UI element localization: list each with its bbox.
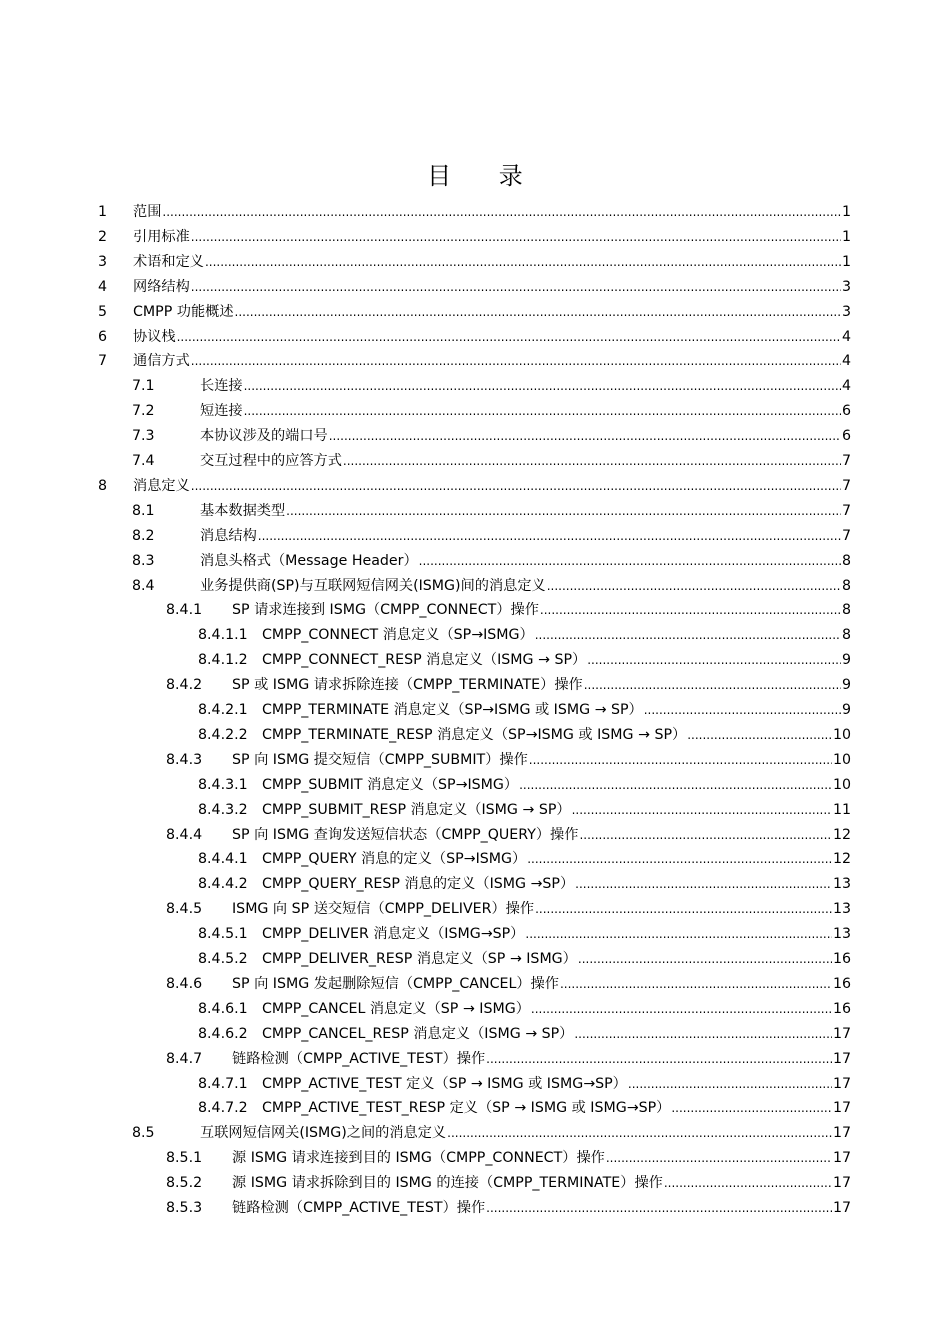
toc-entry[interactable] bbox=[98, 250, 851, 274]
toc-entry-number: 8.5.1 bbox=[166, 1150, 203, 1167]
toc-entry-page-number: 7 bbox=[841, 527, 851, 544]
toc-entry-number: 8.4.4.2 bbox=[198, 876, 248, 893]
toc-entry-page-number: 8 bbox=[841, 602, 851, 619]
toc-entry-label: 协议栈 bbox=[133, 328, 176, 345]
toc-dot-leader bbox=[191, 474, 841, 498]
toc-dot-leader bbox=[486, 1196, 832, 1220]
toc-entry-page-number: 17 bbox=[832, 1075, 851, 1092]
toc-dot-leader bbox=[343, 449, 841, 473]
toc-entry[interactable] bbox=[166, 897, 851, 921]
toc-entry-label: SP 向 ISMG 发起删除短信（CMPP_CANCEL）操作 bbox=[232, 975, 559, 992]
toc-entry-page-number: 6 bbox=[841, 403, 851, 420]
toc-entry[interactable] bbox=[166, 1047, 851, 1071]
toc-entry[interactable] bbox=[98, 225, 851, 249]
toc-entry-label: CMPP_ACTIVE_TEST 定义（SP → ISMG 或 ISMG→SP） bbox=[262, 1075, 627, 1092]
toc-entry-number: 8.4.3.1 bbox=[198, 776, 248, 793]
toc-entry-label: CMPP_SUBMIT 消息定义（SP→ISMG） bbox=[262, 776, 519, 793]
toc-dot-leader bbox=[191, 349, 841, 373]
toc-entry-page-number: 17 bbox=[832, 1025, 851, 1042]
toc-entry-number: 8.4.6.1 bbox=[198, 1000, 248, 1017]
toc-entry-page-number: 7 bbox=[841, 477, 851, 494]
toc-dot-leader bbox=[205, 250, 841, 274]
toc-dot-leader bbox=[628, 1072, 832, 1096]
toc-entry-label: CMPP_TERMINATE_RESP 消息定义（SP→ISMG 或 ISMG → SP） bbox=[262, 726, 687, 743]
toc-entry-number: 8.4.7.1 bbox=[198, 1075, 248, 1092]
toc-entry[interactable] bbox=[166, 1196, 851, 1220]
toc-dot-leader bbox=[329, 424, 841, 448]
toc-entry-label: CMPP_ACTIVE_TEST_RESP 定义（SP → ISMG 或 ISMG→SP） bbox=[262, 1100, 671, 1117]
toc-entry-label: 源 ISMG 请求连接到目的 ISMG（CMPP_CONNECT）操作 bbox=[232, 1150, 605, 1167]
toc-entry-label: 源 ISMG 请求拆除到目的 ISMG 的连接（CMPP_TERMINATE）操作 bbox=[232, 1175, 663, 1192]
toc-entry[interactable] bbox=[132, 374, 851, 398]
toc-entry-label: CMPP_CANCEL 消息定义（SP → ISMG） bbox=[262, 1000, 530, 1017]
toc-entry-page-number: 3 bbox=[841, 278, 851, 295]
toc-dot-leader bbox=[535, 897, 832, 921]
toc-entry-page-number: 8 bbox=[841, 627, 851, 644]
toc-entry-label: 网络结构 bbox=[133, 278, 190, 295]
toc-entry-label: ISMG 向 SP 送交短信（CMPP_DELIVER）操作 bbox=[232, 901, 535, 918]
toc-entry-number: 8.4.3.2 bbox=[198, 801, 248, 818]
toc-entry[interactable] bbox=[132, 399, 851, 423]
toc-entry[interactable] bbox=[198, 773, 851, 797]
toc-dot-leader bbox=[671, 1096, 832, 1120]
toc-dot-leader bbox=[529, 748, 832, 772]
toc-entry-number: 4 bbox=[98, 278, 108, 295]
toc-entry-number: 5 bbox=[98, 303, 108, 320]
toc-dot-leader bbox=[486, 1047, 832, 1071]
toc-entry-page-number: 17 bbox=[832, 1200, 851, 1216]
toc-entry[interactable] bbox=[166, 972, 851, 996]
toc-entry-label: CMPP_CONNECT 消息定义（SP→ISMG） bbox=[262, 627, 534, 644]
toc-entry-number: 8.4.2.2 bbox=[198, 726, 248, 743]
toc-entry[interactable] bbox=[166, 1171, 851, 1195]
toc-entry-number: 8.4.4 bbox=[166, 826, 203, 843]
toc-entry-number: 7 bbox=[98, 353, 108, 370]
toc-entry[interactable] bbox=[198, 947, 851, 971]
toc-dot-leader bbox=[547, 574, 841, 598]
toc-entry-number: 1 bbox=[98, 204, 108, 220]
toc-entry-label: CMPP_TERMINATE 消息定义（SP→ISMG 或 ISMG → SP） bbox=[262, 702, 643, 718]
toc-entry-number: 8.1 bbox=[132, 502, 155, 519]
toc-entry[interactable] bbox=[98, 349, 851, 373]
toc-dot-leader bbox=[606, 1146, 832, 1170]
toc-entry-number: 2 bbox=[98, 228, 108, 245]
toc-entry-page-number: 13 bbox=[832, 876, 851, 893]
toc-entry-number: 8.4.5 bbox=[166, 901, 203, 918]
toc-entry-label: SP 请求连接到 ISMG（CMPP_CONNECT）操作 bbox=[232, 602, 539, 619]
toc-dot-leader bbox=[574, 1022, 832, 1046]
toc-entry[interactable] bbox=[198, 872, 851, 896]
toc-entry-label: CMPP 功能概述 bbox=[133, 303, 234, 320]
toc-dot-leader bbox=[519, 773, 832, 797]
toc-entry-page-number: 17 bbox=[832, 1125, 851, 1142]
toc-entry-label: SP 向 ISMG 提交短信（CMPP_SUBMIT）操作 bbox=[232, 751, 528, 768]
toc-dot-leader bbox=[578, 947, 832, 971]
toc-entry[interactable] bbox=[166, 673, 851, 697]
toc-entry[interactable] bbox=[198, 997, 851, 1021]
toc-entry-page-number: 4 bbox=[841, 328, 851, 345]
toc-entry-label: 短连接 bbox=[200, 403, 243, 420]
toc-entry-number: 8.4.7.2 bbox=[198, 1100, 248, 1117]
toc-entry-label: CMPP_QUERY 消息的定义（SP→ISMG） bbox=[262, 851, 527, 868]
toc-entry-page-number: 17 bbox=[832, 1175, 851, 1192]
toc-entry-page-number: 13 bbox=[832, 901, 851, 918]
toc-entry-page-number: 9 bbox=[841, 677, 851, 694]
toc-dot-leader bbox=[687, 723, 832, 747]
toc-entry[interactable] bbox=[98, 325, 851, 349]
toc-dot-leader bbox=[447, 1121, 832, 1145]
toc-dot-leader bbox=[540, 598, 841, 622]
toc-dot-leader bbox=[525, 922, 832, 946]
toc-dot-leader bbox=[419, 549, 841, 573]
toc-entry-label: CMPP_DELIVER_RESP 消息定义（SP → ISMG） bbox=[262, 951, 577, 967]
toc-entry-number: 8.4.1 bbox=[166, 602, 203, 619]
toc-entry-page-number: 16 bbox=[832, 975, 851, 992]
toc-entry-label: 本协议涉及的端口号 bbox=[200, 428, 328, 445]
toc-entry[interactable] bbox=[198, 698, 851, 722]
toc-entry-label: CMPP_QUERY_RESP 消息的定义（ISMG →SP） bbox=[262, 876, 575, 893]
toc-entry-page-number: 9 bbox=[841, 652, 851, 669]
toc-entry-number: 8.5.2 bbox=[166, 1175, 203, 1192]
toc-entry-label: 链路检测（CMPP_ACTIVE_TEST）操作 bbox=[232, 1050, 486, 1067]
toc-entry-page-number: 17 bbox=[832, 1100, 851, 1117]
toc-entry-label: CMPP_SUBMIT_RESP 消息定义（ISMG → SP） bbox=[262, 801, 571, 818]
toc-dot-leader bbox=[244, 399, 841, 423]
toc-entry-number: 7.1 bbox=[132, 378, 155, 395]
toc-entry-number: 7.2 bbox=[132, 403, 155, 420]
toc-dot-leader bbox=[258, 524, 841, 548]
toc-entry[interactable] bbox=[98, 300, 851, 324]
toc-entry-label: 消息头格式（Message Header） bbox=[200, 552, 418, 569]
toc-dot-leader bbox=[235, 300, 841, 324]
toc-entry-label: 业务提供商(SP)与互联网短信网关(ISMG)间的消息定义 bbox=[200, 577, 546, 594]
toc-dot-leader bbox=[572, 798, 832, 822]
toc-entry-number: 8.4.1.2 bbox=[198, 652, 248, 669]
toc-entry[interactable] bbox=[132, 574, 851, 598]
toc-entry-page-number: 1 bbox=[841, 253, 851, 270]
toc-entry-page-number: 7 bbox=[841, 453, 851, 469]
toc-entry-page-number: 11 bbox=[832, 801, 851, 818]
toc-entry-number: 8.4.2 bbox=[166, 677, 203, 694]
toc-entry-page-number: 8 bbox=[841, 552, 851, 569]
toc-entry[interactable] bbox=[198, 648, 851, 672]
toc-entry-number: 8.4.1.1 bbox=[198, 627, 248, 644]
toc-entry[interactable] bbox=[198, 847, 851, 871]
toc-entry[interactable] bbox=[198, 1096, 851, 1120]
toc-entry-number: 8.4.5.1 bbox=[198, 926, 248, 943]
toc-dot-leader bbox=[162, 200, 841, 224]
toc-entry-number: 8.5.3 bbox=[166, 1200, 203, 1216]
toc-entry[interactable] bbox=[166, 823, 851, 847]
toc-entry-number: 8.4.6.2 bbox=[198, 1025, 248, 1042]
toc-entry-page-number: 10 bbox=[832, 726, 851, 743]
toc-entry-label: 基本数据类型 bbox=[200, 502, 286, 519]
toc-entry-number: 8.2 bbox=[132, 527, 155, 544]
toc-entry-label: 消息定义 bbox=[133, 477, 190, 494]
toc-dot-leader bbox=[664, 1171, 832, 1195]
toc-entry-label: 术语和定义 bbox=[133, 253, 204, 270]
page-title: 目 录 bbox=[427, 162, 543, 190]
toc-entry-page-number: 13 bbox=[832, 926, 851, 943]
toc-entry-label: SP 或 ISMG 请求拆除连接（CMPP_TERMINATE）操作 bbox=[232, 677, 583, 694]
toc-entry-number: 8 bbox=[98, 477, 108, 494]
toc-entry-page-number: 17 bbox=[832, 1150, 851, 1167]
toc-dot-leader bbox=[535, 623, 841, 647]
toc-entry-number: 7.4 bbox=[132, 453, 155, 469]
toc-entry[interactable] bbox=[132, 524, 851, 548]
toc-entry[interactable] bbox=[132, 549, 851, 573]
toc-dot-leader bbox=[644, 698, 841, 722]
toc-entry-number: 8.4 bbox=[132, 577, 155, 594]
toc-entry[interactable] bbox=[198, 922, 851, 946]
toc-entry[interactable] bbox=[98, 200, 851, 224]
toc-entry[interactable] bbox=[166, 598, 851, 622]
toc-entry-number: 7.3 bbox=[132, 428, 155, 445]
toc-entry-number: 8.4.2.1 bbox=[198, 702, 248, 718]
toc-entry[interactable] bbox=[132, 1121, 851, 1145]
toc-entry-label: 交互过程中的应答方式 bbox=[200, 453, 342, 469]
toc-entry-label: 引用标准 bbox=[133, 228, 190, 245]
toc-entry-page-number: 10 bbox=[832, 776, 851, 793]
toc-entry-label: CMPP_CONNECT_RESP 消息定义（ISMG → SP） bbox=[262, 652, 587, 669]
toc-entry[interactable] bbox=[198, 1072, 851, 1096]
toc-entry-label: CMPP_CANCEL_RESP 消息定义（ISMG → SP） bbox=[262, 1025, 574, 1042]
toc-dot-leader bbox=[575, 872, 832, 896]
toc-entry[interactable] bbox=[98, 275, 851, 299]
toc-entry[interactable] bbox=[132, 449, 851, 473]
toc-entry[interactable] bbox=[198, 1022, 851, 1046]
toc-entry-label: 长连接 bbox=[200, 378, 243, 395]
toc-entry[interactable] bbox=[198, 623, 851, 647]
toc-entry-page-number: 12 bbox=[832, 826, 851, 843]
toc-entry-label: 消息结构 bbox=[200, 527, 257, 544]
toc-entry-page-number: 16 bbox=[832, 1000, 851, 1017]
toc-entry-page-number: 1 bbox=[841, 204, 851, 220]
toc-entry-label: SP 向 ISMG 查询发送短信状态（CMPP_QUERY）操作 bbox=[232, 826, 579, 843]
toc-entry-label: 互联网短信网关(ISMG)之间的消息定义 bbox=[200, 1125, 447, 1142]
toc-entry[interactable] bbox=[198, 723, 851, 747]
toc-dot-leader bbox=[244, 374, 841, 398]
toc-entry-page-number: 12 bbox=[832, 851, 851, 868]
toc-entry-number: 8.4.7 bbox=[166, 1050, 203, 1067]
toc-dot-leader bbox=[584, 673, 841, 697]
toc-entry-number: 8.4.3 bbox=[166, 751, 203, 768]
toc-entry[interactable] bbox=[198, 798, 851, 822]
toc-entry-number: 6 bbox=[98, 328, 108, 345]
toc-entry-page-number: 6 bbox=[841, 428, 851, 445]
toc-entry[interactable] bbox=[166, 748, 851, 772]
toc-entry-page-number: 8 bbox=[841, 577, 851, 594]
toc-entry-page-number: 16 bbox=[832, 951, 851, 967]
toc-entry-page-number: 4 bbox=[841, 378, 851, 395]
toc-dot-leader bbox=[527, 847, 832, 871]
toc-dot-leader bbox=[286, 499, 841, 523]
toc-dot-leader bbox=[587, 648, 841, 672]
toc-entry-page-number: 7 bbox=[841, 502, 851, 519]
toc-entry-number: 3 bbox=[98, 253, 108, 270]
toc-entry-label: 链路检测（CMPP_ACTIVE_TEST）操作 bbox=[232, 1200, 486, 1216]
toc-entry-number: 8.4.4.1 bbox=[198, 851, 248, 868]
toc-dot-leader bbox=[531, 997, 832, 1021]
toc-entry-number: 8.4.5.2 bbox=[198, 951, 248, 967]
toc-entry[interactable] bbox=[98, 474, 851, 498]
toc-entry[interactable] bbox=[132, 424, 851, 448]
toc-entry[interactable] bbox=[166, 1146, 851, 1170]
toc-entry[interactable] bbox=[132, 499, 851, 523]
toc-entry-page-number: 3 bbox=[841, 303, 851, 320]
toc-entry-page-number: 9 bbox=[841, 702, 851, 718]
toc-entry-page-number: 10 bbox=[832, 751, 851, 768]
toc-entry-label: CMPP_DELIVER 消息定义（ISMG→SP） bbox=[262, 926, 525, 943]
toc-dot-leader bbox=[560, 972, 832, 996]
toc-entry-page-number: 17 bbox=[832, 1050, 851, 1067]
toc-entry-label: 范围 bbox=[133, 204, 162, 220]
toc-entry-page-number: 1 bbox=[841, 228, 851, 245]
toc-entry-page-number: 4 bbox=[841, 353, 851, 370]
toc-dot-leader bbox=[191, 225, 841, 249]
toc-entry-label: 通信方式 bbox=[133, 353, 190, 370]
toc-dot-leader bbox=[579, 823, 832, 847]
toc-entry-number: 8.3 bbox=[132, 552, 155, 569]
toc-dot-leader bbox=[191, 275, 841, 299]
toc-entry-number: 8.5 bbox=[132, 1125, 155, 1142]
toc-entry-number: 8.4.6 bbox=[166, 975, 203, 992]
toc-dot-leader bbox=[177, 325, 841, 349]
